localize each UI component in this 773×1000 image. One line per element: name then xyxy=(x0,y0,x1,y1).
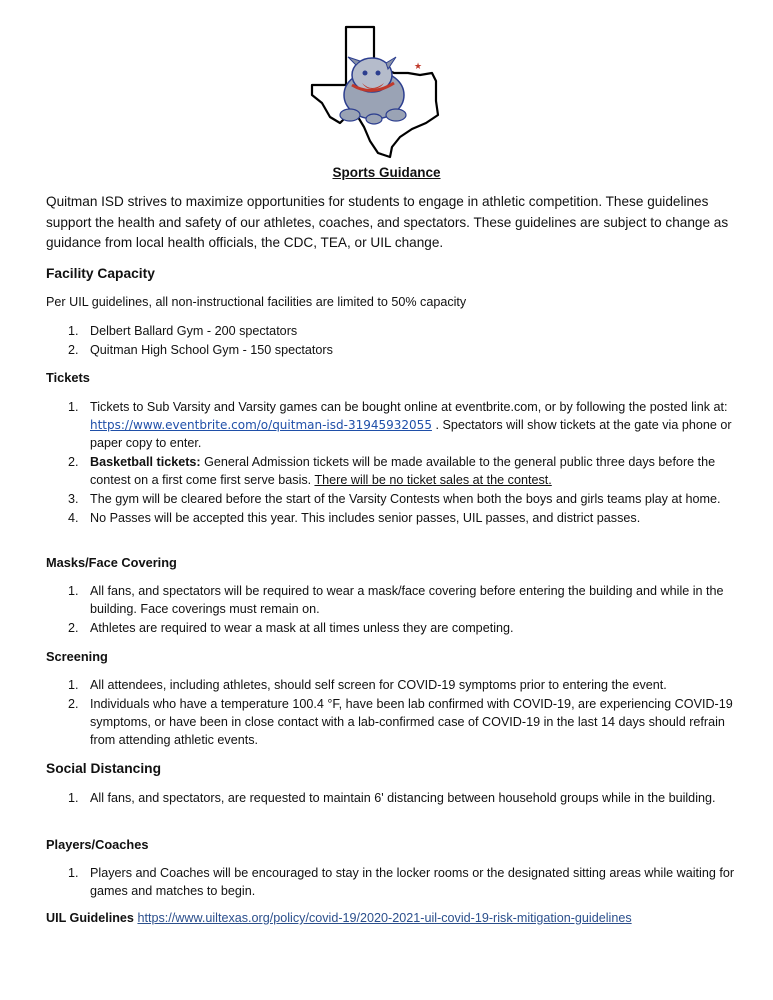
list-item: 1. Delbert Ballard Gym - 200 spectators xyxy=(68,324,298,338)
masks-list xyxy=(46,582,736,638)
intro-paragraph: Quitman ISD strives to maximize opportunities for students to engage in athletic competition. These guidelines support the health and safety of our athletes, coaches, and spectators. These guidelines are subject to change as guidance from local health officials, the CDC, TEA, or UIL change. xyxy=(46,194,729,250)
list-item: 4. No Passes will be accepted this year. This includes senior passes, UIL passes, and district passes. xyxy=(68,511,641,525)
distancing-list xyxy=(46,789,736,808)
footer-label: UIL Guidelines xyxy=(46,911,134,925)
eventbrite-link[interactable]: https://www.eventbrite.com/o/quitman-isd-31945932055 xyxy=(90,418,432,432)
players-list xyxy=(46,864,736,901)
list-item: 2. Basketball tickets: General Admission tickets will be made available to the general public three days before the contest on a first come first serve basis. There will be no ticket sales at the contest. xyxy=(68,455,716,487)
texas-bulldog-logo-icon xyxy=(308,23,444,159)
players-heading: Players/Coaches xyxy=(46,837,149,852)
uil-guidelines-link[interactable]: https://www.uiltexas.org/policy/covid-19/2020-2021-uil-covid-19-risk-mitigation-guidelines xyxy=(137,911,632,925)
list-item: 1. Players and Coaches will be encouraged to stay in the locker rooms or the designated sitting areas while waiting for games and matches to begin. xyxy=(68,866,735,898)
tickets-list xyxy=(46,398,736,528)
facility-note: Per UIL guidelines, all non-instructional facilities are limited to 50% capacity xyxy=(46,295,467,309)
facility-list xyxy=(46,322,736,360)
footer-line xyxy=(46,911,632,925)
facility-heading: Facility Capacity xyxy=(46,266,155,281)
list-item: 2. Individuals who have a temperature 100.4 °F, have been lab confirmed with COVID-19, are experiencing COVID-19 symptoms, or have been in close contact with a lab-confirmed case of COVID-19 in the last 14 days should refrain from attending athletic events. xyxy=(68,697,733,747)
list-item: 2. Quitman High School Gym - 150 spectators xyxy=(68,343,333,357)
masks-heading: Masks/Face Covering xyxy=(46,555,177,570)
list-item: 3. The gym will be cleared before the start of the Varsity Contests when both the boys and girls teams play at home. xyxy=(68,492,721,506)
star-icon: ★ xyxy=(414,62,423,72)
tickets-heading: Tickets xyxy=(46,370,90,385)
list-item: 1. All attendees, including athletes, should self screen for COVID-19 symptoms prior to entering the event. xyxy=(68,678,667,692)
distancing-heading: Social Distancing xyxy=(46,761,162,776)
screening-heading: Screening xyxy=(46,649,108,664)
list-item: 2. Athletes are required to wear a mask at all times unless they are competing. xyxy=(68,621,514,635)
list-item: 1. All fans, and spectators will be required to wear a mask/face covering before entering the building and while in the building. Face coverings must remain on. xyxy=(68,584,724,616)
page-title: Sports Guidance xyxy=(332,165,441,180)
list-item: 1. Tickets to Sub Varsity and Varsity games can be bought online at eventbrite.com, or by following the posted link at: https://www.eventbrite.com/o/quitman-isd-31945932055 . Spectators will show tickets at the gate via phone or paper copy to enter. xyxy=(68,400,732,450)
screening-list xyxy=(46,676,736,750)
list-item: 1. All fans, and spectators, are requested to maintain 6' distancing between household groups while in the building. xyxy=(68,791,716,805)
